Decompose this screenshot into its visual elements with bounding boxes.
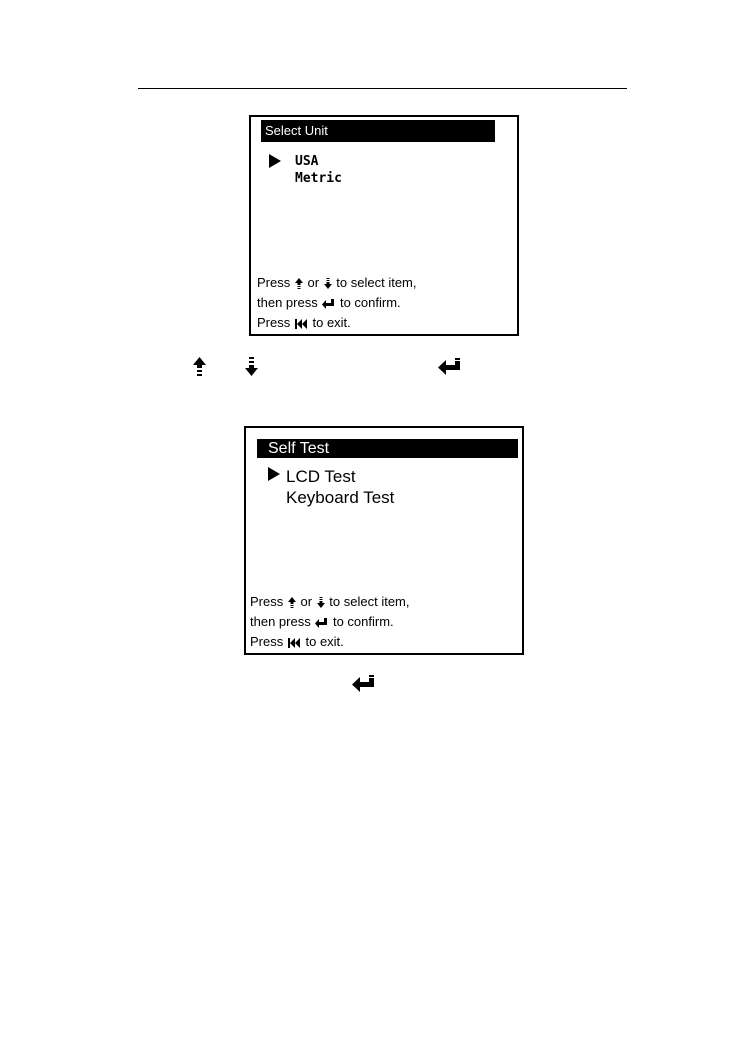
instructions [257,273,417,333]
menu-item-label: Keyboard Test [286,488,395,507]
menu-item-keyboard-test[interactable] [286,487,394,508]
instruction-text: to exit. [312,315,351,330]
enter-icon [322,299,335,309]
instruction-text: to select item, [329,594,410,609]
exit-icon [288,638,301,648]
instruction-text: or [307,275,320,290]
up-arrow-icon [193,357,206,376]
instruction-text: or [300,594,313,609]
enter-icon [315,618,328,628]
menu-item-lcd-test[interactable] [286,466,394,487]
instruction-text: Press [250,634,284,649]
enter-icon [352,675,376,692]
down-arrow-icon [324,278,332,289]
down-arrow-icon [317,597,325,608]
instruction-text: Press [257,315,291,330]
instruction-text: then press [250,614,311,629]
selection-pointer-icon [269,154,281,168]
menu-item-metric[interactable] [295,170,342,187]
instruction-line [257,273,417,293]
instruction-line [250,592,410,612]
instruction-text: Press [257,275,291,290]
up-arrow-icon [295,278,303,289]
menu-item-label: Metric [295,171,342,186]
header-rule [138,88,627,89]
screen-title: Select Unit [261,120,495,142]
self-test-menu [286,466,394,508]
selection-pointer-icon [268,467,280,481]
down-arrow-icon [245,357,258,376]
enter-icon [438,358,462,375]
menu-item-label: LCD Test [286,467,356,486]
exit-icon [295,319,308,329]
menu-item-label: USA [295,154,319,169]
unit-menu [295,153,342,187]
instruction-line [250,632,410,652]
up-arrow-icon [288,597,296,608]
self-test-screen [244,426,524,655]
instructions [250,592,410,652]
select-unit-screen [249,115,519,336]
instruction-line [250,612,410,632]
screen-title: Self Test [257,439,518,458]
instruction-text: to select item, [336,275,417,290]
instruction-line [257,313,417,333]
instruction-text: to confirm. [332,614,394,629]
instruction-text: to exit. [305,634,344,649]
instruction-text: then press [257,295,318,310]
instruction-line [257,293,417,313]
instruction-text: Press [250,594,284,609]
instruction-text: to confirm. [339,295,401,310]
menu-item-usa[interactable] [295,153,342,170]
